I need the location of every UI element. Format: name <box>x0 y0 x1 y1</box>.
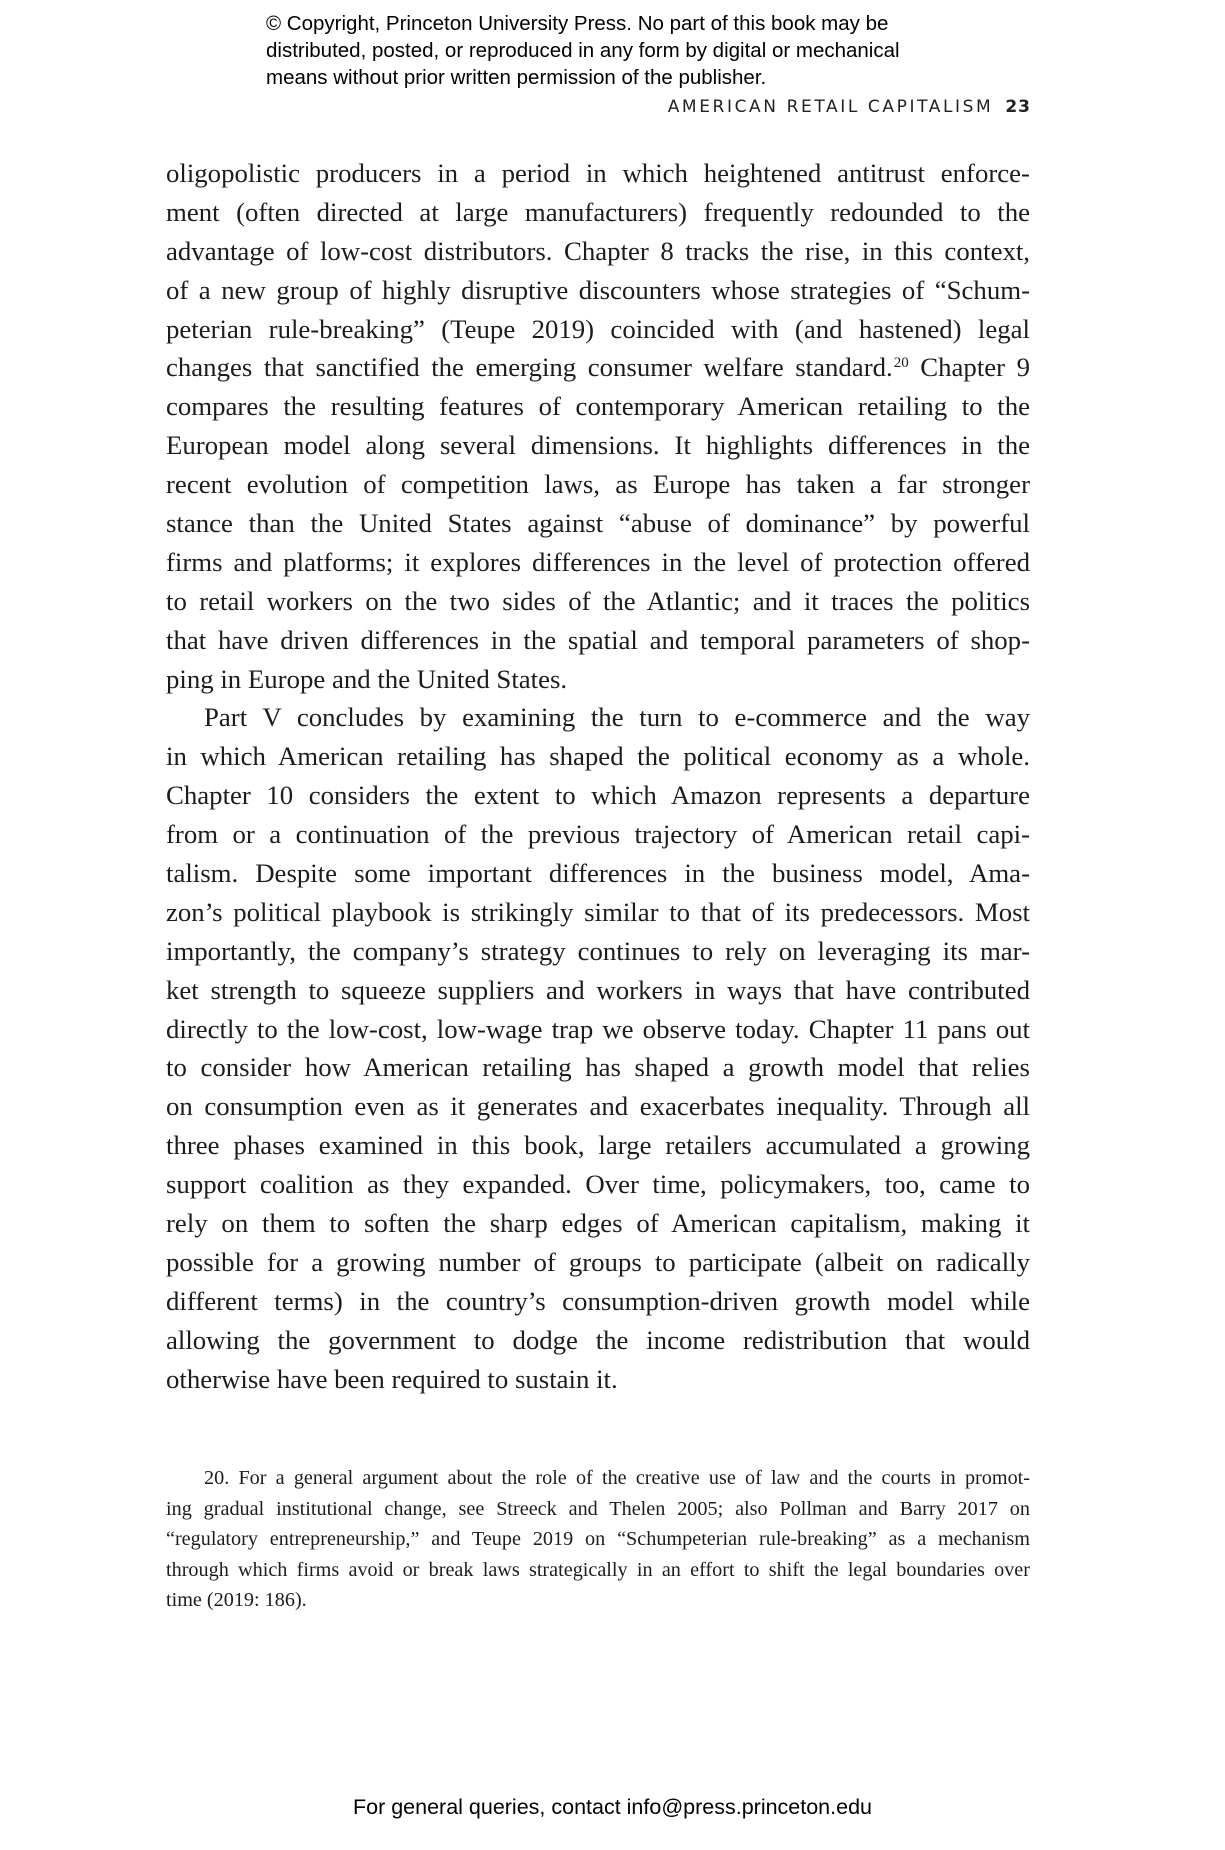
text-line: recent evolution of competition laws, as Europe has taken a far stronger <box>166 469 1030 500</box>
text-line: directly to the low-cost, low-wage trap we observe today. Chapter 11 pans out <box>166 1013 1030 1044</box>
text-line: in which American retailing has shaped the political economy as a whole. <box>166 741 1030 772</box>
text-line: to retail workers on the two sides of the Atlantic; and it traces the politics <box>166 585 1030 616</box>
text-line: three phases examined in this book, large retailers accumulated a growing <box>166 1130 1030 1161</box>
text-line: on consumption even as it generates and exacerbates inequality. Through all <box>166 1091 1030 1122</box>
text-line: Part V concludes by examining the turn to e-commerce and the way <box>204 702 1030 733</box>
text-segment: changes that sanctified the emerging consumer welfare standard. <box>166 352 893 383</box>
footnote-reference[interactable]: 20 <box>893 355 909 372</box>
text-line: importantly, the company’s strategy continues to rely on leveraging its mar- <box>166 935 1030 966</box>
text-line: of a new group of highly disruptive discounters whose strategies of “Schum- <box>166 274 1030 305</box>
copyright-notice <box>266 10 1026 91</box>
text-segment: Chapter 9 <box>908 352 1030 383</box>
text-line: advantage of low-cost distributors. Chapter 8 tracks the rise, in this context, <box>166 235 1030 266</box>
text-line: ping in Europe and the United States. <box>166 663 568 694</box>
text-line: different terms) in the country’s consumption-driven growth model while <box>166 1285 1030 1316</box>
footnote-line <box>166 1463 1030 1494</box>
text-line: peterian rule-breaking” (Teupe 2019) coincided with (and hastened) legal <box>166 313 1030 344</box>
text-line: compares the resulting features of contemporary American retailing to the <box>166 391 1030 422</box>
text-line: allowing the government to dodge the income redistribution that would <box>166 1324 1030 1355</box>
text-line: from or a continuation of the previous trajectory of American retail capi- <box>166 819 1030 850</box>
text-line: support coalition as they expanded. Over time, policymakers, too, came to <box>166 1169 1030 1200</box>
text-line: firms and platforms; it explores differences in the level of protection offered <box>166 546 1030 577</box>
copyright-line: distributed, posted, or reproduced in any form by digital or mechanical <box>266 39 900 62</box>
footnote-line: through which firms avoid or break laws strategically in an effort to shift the legal boundaries over <box>166 1558 1030 1581</box>
text-line-with-footnote <box>166 348 1030 387</box>
copyright-line: © Copyright, Princeton University Press. No part of this book may be <box>266 12 889 35</box>
paragraph-2 <box>166 698 1030 1398</box>
text-line: Chapter 10 considers the extent to which Amazon represents a departure <box>166 780 1030 811</box>
footer-contact: For general queries, contact info@press.princeton.edu <box>352 1795 872 1819</box>
text-line: to consider how American retailing has shaped a growth model that relies <box>166 1052 1030 1083</box>
paragraph-1 <box>166 154 1030 698</box>
footnote-line: ing gradual institutional change, see Streeck and Thelen 2005; also Pollman and Barry 2017 on <box>166 1497 1030 1520</box>
running-head <box>668 97 1031 117</box>
text-line: European model along several dimensions. It highlights differences in the <box>166 430 1030 461</box>
text-line: talism. Despite some important differences in the business model, Ama- <box>166 858 1030 889</box>
text-line: zon’s political playbook is strikingly similar to that of its predecessors. Most <box>166 896 1030 927</box>
footnote-line: time (2019: 186). <box>166 1589 307 1611</box>
page-number: 23 <box>1005 97 1031 117</box>
text-line: oligopolistic producers in a period in which heightened antitrust enforce- <box>166 158 1030 188</box>
footnote-number: 20. <box>204 1467 230 1489</box>
text-line: rely on them to soften the sharp edges of American capitalism, making it <box>166 1208 1030 1239</box>
footnote-text: For a general argument about the role of the creative use of law and the courts in promot- <box>238 1467 1030 1489</box>
body-text <box>166 154 1030 1399</box>
footnote <box>166 1463 1030 1616</box>
text-line: ment (often directed at large manufacturers) frequently redounded to the <box>166 196 1030 227</box>
copyright-line: means without prior written permission of the publisher. <box>266 66 767 89</box>
text-line: that have driven differences in the spatial and temporal parameters of shop- <box>166 624 1030 655</box>
text-line: otherwise have been required to sustain it. <box>166 1363 618 1394</box>
footnote-line: “regulatory entrepreneurship,” and Teupe 2019 on “Schumpeterian rule-breaking” as a mechanism <box>166 1528 1030 1550</box>
text-line: ket strength to squeeze suppliers and workers in ways that have contributed <box>166 974 1030 1005</box>
running-head-title: AMERICAN RETAIL CAPITALISM <box>667 97 994 117</box>
text-line: possible for a growing number of groups to participate (albeit on radically <box>166 1246 1030 1277</box>
text-line: stance than the United States against “abuse of dominance” by powerful <box>166 508 1030 539</box>
